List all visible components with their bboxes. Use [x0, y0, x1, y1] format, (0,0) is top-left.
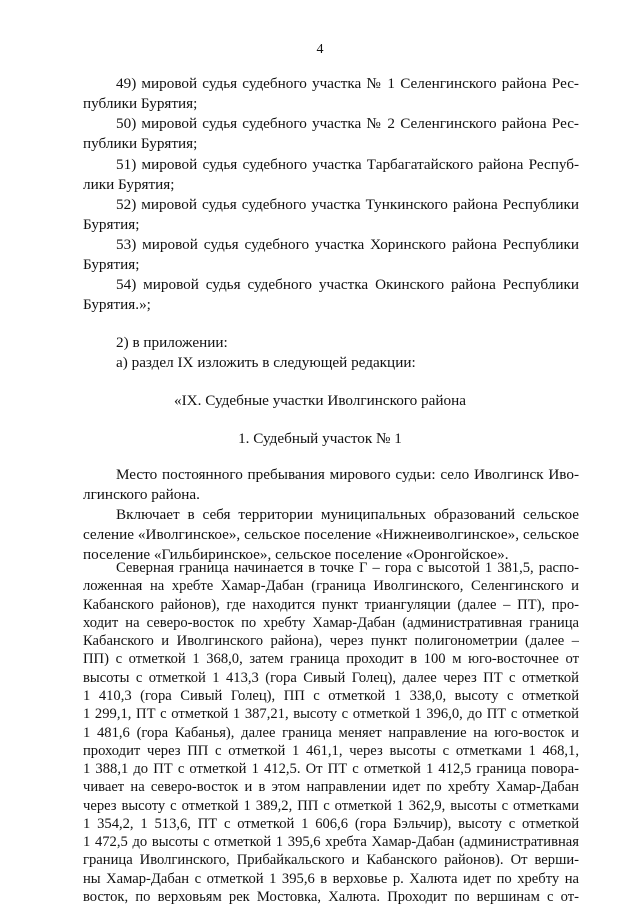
- includes-line-3: поселение «Гильбиринское», сельское поселение «Оронгойское».: [83, 546, 509, 563]
- border-line-4: ходит на северо-восток по хребту Хамар-Дабан (административная граница: [83, 614, 579, 631]
- border-line-9: 1 299,1, ПТ с отметкой 1 387,21, высоту с отметкой 1 396,0, до ПТ с отметкой: [83, 706, 579, 723]
- border-line-7: высоты с отметкой 1 413,3 (гора Сивый Голец), далее через ПТ с отметкой: [83, 669, 579, 686]
- border-line-14: через высоту с отметкой 1 389,2, ПП с отметкой 1 362,9, высоты с отметками: [83, 797, 579, 814]
- residence-line-1: Место постоянного пребывания мирового судьи: село Иволгинск Иво-: [116, 466, 579, 483]
- list-item-52-line1: 52) мировой судья судебного участка Тункинского района Республики: [116, 196, 579, 213]
- border-line-6: ПП) с отметкой 1 368,0, затем граница проходит в 100 м юго-восточнее от: [83, 651, 579, 668]
- list-item-51-line1: 51) мировой судья судебного участка Тарбагатайского района Респуб-: [116, 156, 579, 173]
- list-item-54-line2: Бурятия.»;: [83, 296, 151, 313]
- list-item-53-line1: 53) мировой судья судебного участка Хоринского района Республики: [116, 236, 579, 253]
- border-line-13: чивает на северо-восток и в этом направлении идет по хребту Хамар-Дабан: [83, 779, 579, 796]
- list-item-50-line1: 50) мировой судья судебного участка № 2 Селенгинского района Рес-: [116, 115, 579, 132]
- border-line-17: граница Иволгинского, Прибайкальского и Кабанского районов). От верши-: [83, 852, 579, 869]
- border-line-11: проходит через ПП с отметкой 1 461,1, через высоты с отметками 1 468,1,: [83, 742, 579, 759]
- border-line-2: ложенная на хребте Хамар-Дабан (граница Иволгинского, Селенгинского и: [83, 578, 579, 595]
- list-item-53-line2: Бурятия;: [83, 256, 140, 273]
- list-item-50-line2: публики Бурятия;: [83, 135, 198, 152]
- border-line-12: 1 388,1 до ПТ с отметкой 1 412,5. От ПТ с отметкой 1 412,5 граница повора-: [83, 761, 579, 778]
- list-item-52-line2: Бурятия;: [83, 216, 140, 233]
- amendment-line-1: 2) в приложении:: [116, 334, 228, 351]
- includes-line-2: селение «Иволгинское», сельское поселение «Нижнеиволгинское», сельское: [83, 526, 579, 543]
- section-heading: «IX. Судебные участки Иволгинского района: [174, 392, 466, 409]
- border-line-10: 1 481,6 (гора Кабанья), далее граница меняет направление на юго-восток и: [83, 724, 579, 741]
- border-line-19: восток, по верховьям рек Мостовка, Халюта. Проходит по вершинам с от-: [83, 889, 579, 905]
- border-line-1: Северная граница начинается в точке Г – гора с высотой 1 381,5, распо-: [116, 560, 579, 576]
- residence-line-2: лгинского района.: [83, 486, 200, 503]
- amendment-line-2: а) раздел IX изложить в следующей редакции:: [116, 354, 416, 371]
- border-line-8: 1 410,3 (гора Сивый Голец), ПП с отметкой 1 338,0, высоту с отметкой: [83, 687, 579, 704]
- list-item-51-line2: лики Бурятия;: [83, 176, 175, 193]
- border-line-15: 1 354,2, 1 513,6, ПТ с отметкой 1 606,6 (гора Бэльчир), высоту с отметкой: [83, 815, 579, 832]
- list-item-49-line1: 49) мировой судья судебного участка № 1 Селенгинского района Рес-: [116, 75, 579, 92]
- subheading: 1. Судебный участок № 1: [238, 430, 402, 447]
- border-line-16: 1 472,5 до высоты с отметкой 1 395,6 хребта Хамар-Дабан (административная: [83, 834, 579, 851]
- list-item-49-line2: публики Бурятия;: [83, 95, 198, 112]
- includes-line-1: Включает в себя территории муниципальных образований сельское: [116, 506, 579, 523]
- border-line-5: Кабанского и Иволгинского района), через пункт полигонометрии (далее –: [83, 633, 579, 650]
- page-number: 4: [316, 42, 324, 57]
- border-line-18: ны Хамар-Дабан с отметкой 1 395,6 в верховье р. Халюта идет по хребту на: [83, 870, 579, 887]
- list-item-54-line1: 54) мировой судья судебного участка Окинского района Республики: [116, 276, 579, 293]
- border-line-3: Кабанского районов), где находится пункт триангуляции (далее – ПТ), про-: [83, 596, 579, 613]
